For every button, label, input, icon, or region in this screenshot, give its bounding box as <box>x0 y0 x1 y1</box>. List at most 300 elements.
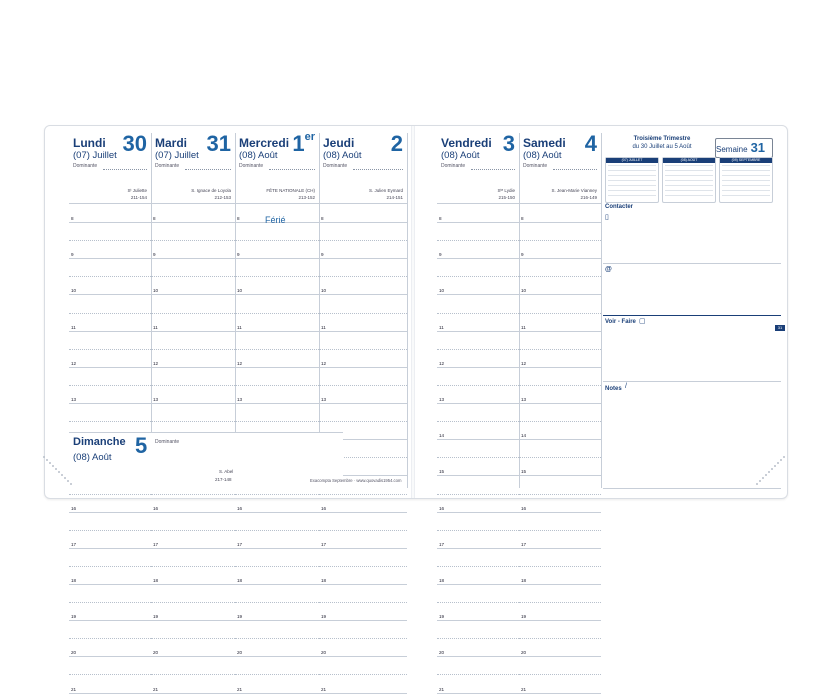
hour-row[interactable] <box>437 585 519 603</box>
hour-row[interactable] <box>437 259 519 277</box>
stitch-dot <box>780 459 782 461</box>
hour-row[interactable] <box>69 675 151 693</box>
hour-row[interactable] <box>151 585 235 603</box>
checklist-icon: ▢ <box>639 318 646 325</box>
hour-label: 19 <box>321 614 327 620</box>
hour-label: 16 <box>521 505 527 511</box>
hour-row[interactable] <box>519 657 601 675</box>
hour-row[interactable] <box>235 639 319 657</box>
hour-row[interactable] <box>151 531 235 549</box>
day-month: (07) Juillet <box>155 150 199 161</box>
day-number: 3 <box>502 131 515 156</box>
hour-row[interactable] <box>519 314 601 332</box>
hour-row[interactable] <box>69 621 151 639</box>
hour-label: 16 <box>439 505 445 511</box>
hour-row[interactable] <box>69 314 151 332</box>
hour-row[interactable] <box>519 476 601 494</box>
hour-row[interactable] <box>151 404 235 422</box>
dominante-label: Dominante <box>441 163 466 169</box>
hour-row[interactable] <box>319 332 407 350</box>
hour-row[interactable] <box>69 350 151 368</box>
day-of-year: 211-154 <box>130 195 147 200</box>
hour-row[interactable] <box>437 422 519 440</box>
hour-row[interactable] <box>519 458 601 476</box>
hour-row[interactable] <box>151 386 235 404</box>
dominante-label: Dominante <box>155 439 180 445</box>
hour-row[interactable] <box>437 241 519 259</box>
hour-row[interactable] <box>235 603 319 621</box>
hour-row[interactable] <box>235 332 319 350</box>
dominante-label: Dominante <box>323 163 348 169</box>
hour-row[interactable] <box>151 495 235 513</box>
hour-row[interactable] <box>437 332 519 350</box>
divider <box>603 263 781 264</box>
day-header <box>319 133 407 204</box>
hour-row[interactable] <box>151 513 235 531</box>
hour-row[interactable] <box>69 549 151 567</box>
hour-row[interactable] <box>519 241 601 259</box>
dominante-label: Dominante <box>155 163 180 169</box>
day-month: (08) Août <box>523 150 562 161</box>
hour-row[interactable] <box>235 259 319 277</box>
hour-row[interactable] <box>151 368 235 386</box>
stitch-dot <box>43 456 45 458</box>
hour-row[interactable] <box>519 422 601 440</box>
footer-credit: Exacompta Septembre · www.quovadis1954.com <box>310 478 402 483</box>
hour-row[interactable] <box>319 223 407 241</box>
day-month: (08) Août <box>239 150 278 161</box>
stitch-dot <box>768 471 770 473</box>
hour-row[interactable] <box>437 277 519 295</box>
hour-row[interactable] <box>319 675 407 693</box>
hour-label: 8 <box>237 216 240 222</box>
hour-row[interactable] <box>319 567 407 585</box>
hour-row[interactable] <box>319 404 407 422</box>
day-header <box>235 133 319 204</box>
hour-row[interactable] <box>151 567 235 585</box>
hour-row[interactable] <box>519 223 601 241</box>
mini-calendar-september <box>719 157 773 203</box>
hour-label: 9 <box>71 252 74 258</box>
hour-row[interactable] <box>519 549 601 567</box>
hour-row[interactable] <box>151 675 235 693</box>
hour-row[interactable] <box>519 639 601 657</box>
hour-row[interactable] <box>319 205 407 223</box>
saint-name: Sᵗ Juliette <box>127 188 147 193</box>
hour-row[interactable] <box>519 386 601 404</box>
hour-row[interactable] <box>319 314 407 332</box>
hour-row[interactable] <box>151 241 235 259</box>
hour-label: 11 <box>71 324 76 330</box>
day-name: Mercredi <box>239 136 290 150</box>
day-header <box>437 133 519 204</box>
hour-row[interactable] <box>437 657 519 675</box>
day-number: 31 <box>206 131 231 156</box>
hour-row[interactable] <box>235 314 319 332</box>
hour-label: 20 <box>237 650 243 656</box>
hour-row[interactable] <box>519 621 601 639</box>
hour-row[interactable] <box>519 295 601 313</box>
hour-row[interactable] <box>319 639 407 657</box>
hour-row[interactable] <box>319 295 407 313</box>
hour-row[interactable] <box>69 368 151 386</box>
hour-label: 11 <box>439 324 444 330</box>
hour-label: 19 <box>153 614 159 620</box>
day-name: Samedi <box>523 136 566 150</box>
hour-label: 13 <box>71 397 77 403</box>
stitch-dot <box>759 480 761 482</box>
week-side-panel <box>603 133 781 488</box>
hour-row[interactable] <box>319 621 407 639</box>
hour-row[interactable] <box>69 259 151 277</box>
hour-row[interactable] <box>69 639 151 657</box>
hour-row[interactable] <box>437 223 519 241</box>
hour-label: 20 <box>521 650 527 656</box>
hour-row[interactable] <box>319 350 407 368</box>
day-month: (07) Juillet <box>73 150 117 161</box>
hour-row[interactable] <box>519 495 601 513</box>
hour-row[interactable] <box>151 332 235 350</box>
hour-label: 14 <box>521 433 527 439</box>
week-tab: 31 <box>775 325 785 331</box>
hour-row[interactable] <box>235 350 319 368</box>
contacter-heading: Contacter <box>605 204 634 210</box>
notes-heading: Notes <box>605 386 622 392</box>
hour-label: 10 <box>439 288 445 294</box>
hour-row[interactable] <box>519 513 601 531</box>
hour-label: 12 <box>153 360 159 366</box>
hour-label: 8 <box>71 216 74 222</box>
hour-row[interactable] <box>437 603 519 621</box>
stitch-dot <box>49 462 51 464</box>
hour-row[interactable] <box>519 603 601 621</box>
hour-row[interactable] <box>151 621 235 639</box>
hour-row[interactable] <box>235 513 319 531</box>
hour-row[interactable] <box>69 404 151 422</box>
hour-row[interactable] <box>519 368 601 386</box>
hour-row[interactable] <box>437 567 519 585</box>
hour-label: 17 <box>321 541 327 547</box>
hour-row[interactable] <box>235 549 319 567</box>
hour-label: 21 <box>153 686 159 692</box>
hour-label: 13 <box>521 397 527 403</box>
hour-label: 10 <box>153 288 159 294</box>
hour-label: 10 <box>521 288 527 294</box>
hour-grid <box>519 205 601 694</box>
hour-row[interactable] <box>519 205 601 223</box>
hour-row[interactable] <box>151 350 235 368</box>
hour-row[interactable] <box>235 567 319 585</box>
hour-row[interactable] <box>319 259 407 277</box>
hour-row[interactable] <box>235 657 319 675</box>
day-number: 4 <box>584 131 597 156</box>
day-number: 2 <box>390 131 403 156</box>
day-of-year: 212-153 <box>214 195 231 200</box>
saint-name: S. Jean-Marie Vianney <box>551 188 597 193</box>
hour-row[interactable] <box>437 386 519 404</box>
hour-label: 9 <box>321 252 324 258</box>
hour-label: 10 <box>71 288 77 294</box>
hour-label: 20 <box>321 650 327 656</box>
stitch-dot <box>771 468 773 470</box>
hour-label: 17 <box>153 541 159 547</box>
hour-row[interactable] <box>151 277 235 295</box>
hour-row[interactable] <box>235 404 319 422</box>
hour-label: 20 <box>439 650 445 656</box>
hour-row[interactable] <box>437 549 519 567</box>
hour-label: 19 <box>439 614 445 620</box>
day-month: (08) Août <box>441 150 480 161</box>
day-name: Jeudi <box>323 136 355 150</box>
hour-label: 16 <box>153 505 159 511</box>
hour-row[interactable] <box>235 368 319 386</box>
hour-label: 9 <box>439 252 442 258</box>
hour-label: 18 <box>153 577 159 583</box>
hour-row[interactable] <box>319 513 407 531</box>
hour-label: 13 <box>153 397 159 403</box>
hour-label: 8 <box>153 216 156 222</box>
hour-row[interactable] <box>151 314 235 332</box>
hour-row[interactable] <box>437 495 519 513</box>
hour-row[interactable] <box>319 277 407 295</box>
day-name: Vendredi <box>441 136 492 150</box>
hour-row[interactable] <box>319 657 407 675</box>
hour-row[interactable] <box>69 603 151 621</box>
hour-label: 11 <box>321 324 326 330</box>
hour-row[interactable] <box>319 368 407 386</box>
hour-row[interactable] <box>437 621 519 639</box>
hour-row[interactable] <box>437 295 519 313</box>
hour-row[interactable] <box>437 205 519 223</box>
mini-calendar-title: (08) AOÛT <box>663 158 715 163</box>
hour-row[interactable] <box>437 639 519 657</box>
day-column <box>519 131 602 692</box>
hour-row[interactable] <box>437 458 519 476</box>
day-month: (08) Août <box>73 452 112 463</box>
hour-row[interactable] <box>151 295 235 313</box>
hour-row[interactable] <box>69 567 151 585</box>
hour-row[interactable] <box>235 585 319 603</box>
hour-label: 13 <box>237 397 243 403</box>
hour-label: 16 <box>71 505 77 511</box>
hour-row[interactable] <box>319 603 407 621</box>
hour-row[interactable] <box>519 531 601 549</box>
day-number: 5 <box>135 433 148 458</box>
day-number: 1er <box>292 131 315 156</box>
hour-row[interactable] <box>151 259 235 277</box>
hour-row[interactable] <box>319 386 407 404</box>
hour-label: 19 <box>237 614 243 620</box>
hour-row[interactable] <box>519 404 601 422</box>
hour-row[interactable] <box>69 495 151 513</box>
day-of-year: 217-148 <box>215 477 232 482</box>
hour-row[interactable] <box>437 350 519 368</box>
mini-calendar-august <box>662 157 716 203</box>
hour-label: 9 <box>237 252 240 258</box>
hour-row[interactable] <box>235 241 319 259</box>
hour-label: 17 <box>439 541 445 547</box>
hour-label: 21 <box>71 686 77 692</box>
day-of-year: 213-152 <box>298 195 315 200</box>
stitch-dot <box>58 471 60 473</box>
hour-row[interactable] <box>69 531 151 549</box>
stitch-dot <box>61 474 63 476</box>
stitch-dot <box>55 468 57 470</box>
day-header <box>69 133 151 204</box>
hour-label: 12 <box>237 360 243 366</box>
hour-label: 12 <box>321 360 327 366</box>
hour-row[interactable] <box>235 295 319 313</box>
hour-grid <box>437 205 519 694</box>
hour-row[interactable] <box>151 657 235 675</box>
hour-row[interactable] <box>437 513 519 531</box>
day-month: (08) Août <box>323 150 362 161</box>
hour-row[interactable] <box>437 314 519 332</box>
hour-row[interactable] <box>519 350 601 368</box>
hour-label: 18 <box>439 577 445 583</box>
hour-label: 15 <box>521 469 527 475</box>
hour-row[interactable] <box>69 585 151 603</box>
hour-row[interactable] <box>69 332 151 350</box>
right-page <box>415 126 787 692</box>
hour-row[interactable] <box>319 531 407 549</box>
hour-row[interactable] <box>235 277 319 295</box>
hour-label: 17 <box>237 541 243 547</box>
hour-label: 18 <box>237 577 243 583</box>
hour-row[interactable] <box>319 495 407 513</box>
hour-row[interactable] <box>235 531 319 549</box>
hour-row[interactable] <box>437 531 519 549</box>
saint-name: FÊTE NATIONALE (CH) <box>266 188 315 193</box>
saint-name: S. Julien Eymard <box>368 188 403 193</box>
hour-label: 8 <box>521 216 524 222</box>
day-of-year: 214-151 <box>386 195 403 200</box>
hour-row[interactable] <box>151 549 235 567</box>
phone-icon: ▯ <box>605 214 609 221</box>
stitch-dot <box>756 483 758 485</box>
hour-row[interactable] <box>151 205 235 223</box>
day-name: Mardi <box>155 136 188 150</box>
hour-row[interactable] <box>235 386 319 404</box>
hour-label: 12 <box>71 360 77 366</box>
saint-name: S. Abel <box>219 469 234 474</box>
voir-faire-heading: Voir - Faire <box>605 319 636 325</box>
dominante-label: Dominante <box>239 163 264 169</box>
hour-row[interactable] <box>437 440 519 458</box>
hour-row[interactable] <box>69 513 151 531</box>
holiday-label: Férié <box>265 215 286 225</box>
hour-row[interactable] <box>519 675 601 693</box>
hour-row[interactable] <box>437 675 519 693</box>
weekly-planner <box>44 125 788 692</box>
hour-label: 21 <box>321 686 327 692</box>
stitch-dot <box>52 465 54 467</box>
hour-row[interactable] <box>151 223 235 241</box>
hour-label: 10 <box>237 288 243 294</box>
hour-row[interactable] <box>69 205 151 223</box>
stitch-dot <box>783 456 785 458</box>
week-label: Semaine <box>716 145 748 154</box>
hour-row[interactable] <box>69 386 151 404</box>
hour-label: 19 <box>521 614 527 620</box>
day-of-year: 216-149 <box>580 195 597 200</box>
stitch-dot <box>67 480 69 482</box>
hour-row[interactable] <box>151 603 235 621</box>
hour-label: 16 <box>237 505 243 511</box>
quarter-title: Troisième Trimestre <box>633 136 691 142</box>
hour-row[interactable] <box>69 241 151 259</box>
stitch-dot <box>762 477 764 479</box>
hour-label: 18 <box>321 577 327 583</box>
hour-label: 21 <box>237 686 243 692</box>
hour-row[interactable] <box>235 675 319 693</box>
day-column <box>437 131 520 692</box>
saint-name: S. Ignace de Loyola <box>191 188 231 193</box>
saint-name: Sᵗᵉ Lydie <box>497 188 515 193</box>
hour-row[interactable] <box>69 277 151 295</box>
hour-label: 20 <box>71 650 77 656</box>
day-header <box>151 133 235 204</box>
hour-label: 8 <box>321 216 324 222</box>
hour-label: 15 <box>439 469 445 475</box>
hour-row[interactable] <box>319 241 407 259</box>
hour-row[interactable] <box>69 223 151 241</box>
dominante-label: Dominante <box>73 163 98 169</box>
stitch-dot <box>64 477 66 479</box>
hour-label: 18 <box>521 577 527 583</box>
stitch-dot <box>46 459 48 461</box>
day-name: Lundi <box>73 136 106 150</box>
hour-label: 11 <box>237 324 242 330</box>
hour-row[interactable] <box>437 404 519 422</box>
hour-row[interactable] <box>319 585 407 603</box>
hour-row[interactable] <box>151 639 235 657</box>
hour-row[interactable] <box>519 585 601 603</box>
stitch-dot <box>70 483 72 485</box>
email-at-icon: @ <box>605 266 612 273</box>
hour-row[interactable] <box>519 277 601 295</box>
hour-label: 10 <box>321 288 327 294</box>
sunday-block <box>69 432 343 489</box>
hour-row[interactable] <box>69 657 151 675</box>
hour-row[interactable] <box>235 495 319 513</box>
divider <box>603 488 781 489</box>
divider <box>603 381 781 382</box>
hour-row[interactable] <box>437 368 519 386</box>
hour-label: 20 <box>153 650 159 656</box>
hour-row[interactable] <box>519 332 601 350</box>
hour-row[interactable] <box>437 476 519 494</box>
dominante-label: Dominante <box>523 163 548 169</box>
hour-label: 17 <box>521 541 527 547</box>
week-number: 31 <box>750 140 766 155</box>
mini-calendar-title: (09) SEPTEMBRE <box>720 158 772 163</box>
hour-row[interactable] <box>69 295 151 313</box>
hour-row[interactable] <box>235 621 319 639</box>
hour-row[interactable] <box>519 567 601 585</box>
hour-row[interactable] <box>519 440 601 458</box>
hour-label: 11 <box>153 324 158 330</box>
hour-row[interactable] <box>519 259 601 277</box>
day-name: Dimanche <box>73 436 126 448</box>
hour-label: 12 <box>439 360 445 366</box>
hour-label: 21 <box>521 686 527 692</box>
week-number-box <box>715 138 773 158</box>
hour-row[interactable] <box>319 549 407 567</box>
hour-label: 12 <box>521 360 527 366</box>
day-number: 30 <box>122 131 147 156</box>
hour-row[interactable] <box>235 223 319 241</box>
